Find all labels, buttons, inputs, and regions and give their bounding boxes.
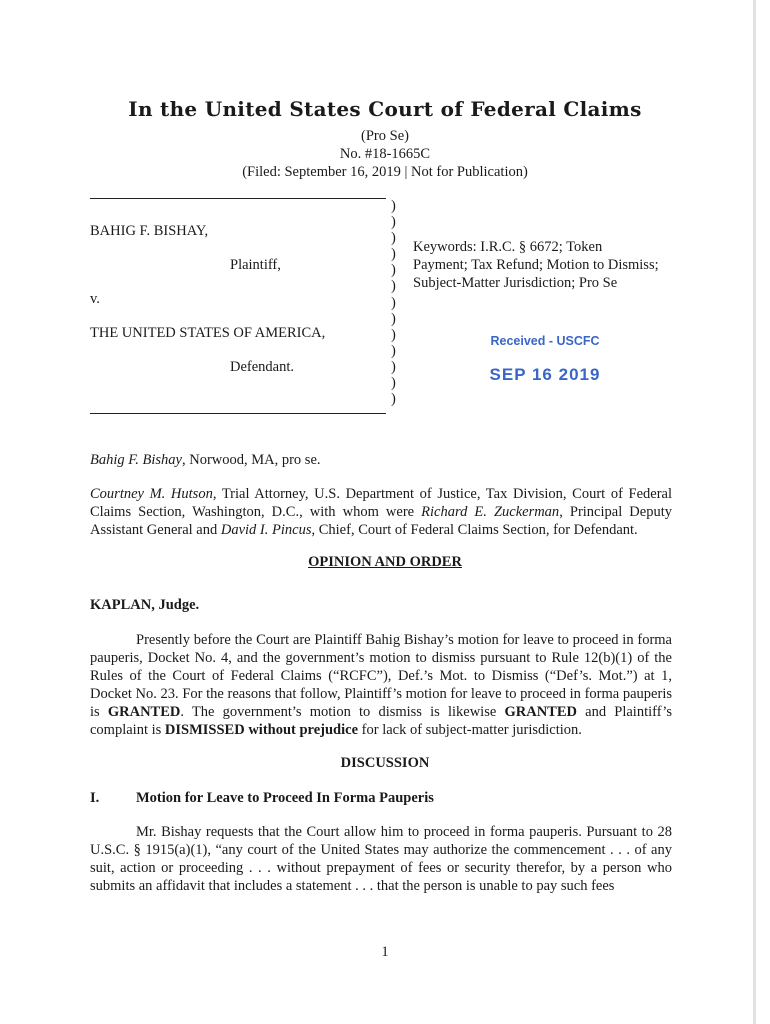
intro-text: Presently before the Court are Plaintiff Bahig Bishay’s motion for leave to proceed in forma pauperis, Docket No. 4, and the government’s motion to dismiss pursuant to Rule 12(b)(1) of the Rules of the Court of Federal Claims (“RCFC”), Def.’s Mot. to Dismiss (“Def’s. Mot.”) at 1, Docket No. 23. For the reasons that follow, Plaintiff’s motion for leave to proceed in forma pauperis is [90,632,672,720]
defendant-counsel-text: , Trial Attorney, U.S. Department of Justice, Tax Division, Court of Federal Claims Section, Washington, D.C., with whom were [90,486,673,520]
paren: ) [391,230,396,247]
plaintiff-counsel-name: Bahig F. Bishay [90,452,182,468]
plaintiff-counsel [90,451,672,469]
defendant-counsel [90,485,672,539]
caption-paren-column [391,198,403,407]
defendant-counsel-text: , Chief, Court of Federal Claims Section, for Defendant. [311,522,638,538]
court-title: In the United States Court of Federal Claims [128,97,642,121]
filed-line: (Filed: September 16, 2019 | Not for Publication) [242,164,528,180]
pro-se-label: (Pro Se) [361,128,409,144]
received-stamp-label: Received - USCFC [490,334,600,348]
granted-2: GRANTED [504,704,577,720]
caption-top-rule [90,198,386,199]
versus: v. [90,291,100,307]
paren: ) [391,278,396,295]
defendant-name: THE UNITED STATES OF AMERICA, [90,325,326,341]
paren: ) [391,391,396,408]
intro-text: for lack of subject-matter jurisdiction. [358,722,582,738]
defendant-counsel-name: Courtney M. Hutson [90,486,213,502]
section-1-number: I. [90,790,100,806]
page-number: 1 [381,944,389,960]
paren: ) [391,198,396,214]
section-1-title: Motion for Leave to Proceed In Forma Pauperis [136,790,434,806]
discussion-heading: DISCUSSION [340,755,430,771]
plaintiff-counsel-rest: , Norwood, MA, pro se. [181,452,321,468]
received-stamp-date: SEP 16 2019 [489,365,601,384]
paren: ) [391,375,396,392]
intro-text: . The government’s motion to dismiss is likewise [180,704,505,720]
paren: ) [391,358,396,375]
opinion-title: OPINION AND ORDER [308,554,462,570]
granted-1: GRANTED [107,704,181,720]
paren: ) [391,326,396,343]
paren: ) [391,246,396,263]
intro-paragraph [90,631,672,739]
section-1-paragraph: Mr. Bishay requests that the Court allow him to proceed in forma pauperis. Pursuant to 28 U.S.C. § 1915(a)(1), “any court of the United States may authorize the commencement . . . of any suit, action or proceeding . . . without prepayment of fees or security therefor, by a person who submits an affidavit that includes a statement . . . that the person is unable to pay such fees [90,824,672,894]
intro-text: and Plaintiff’s complaint is [90,704,672,738]
plaintiff-role: Plaintiff, [230,257,281,273]
paren: ) [391,262,396,279]
paren: ) [391,294,396,311]
docket-number: No. #18-1665C [339,146,431,162]
paren: ) [391,214,396,231]
keywords-line-3: Subject-Matter Jurisdiction; Pro Se [413,275,618,291]
paren: ) [391,342,396,359]
plaintiff-name: BAHIG F. BISHAY, [90,223,209,239]
deputy-name: Richard E. Zuckerman [421,504,560,520]
judge-name: KAPLAN, Judge. [90,597,200,613]
dismissed-without-prejudice: DISMISSED without prejudice [164,722,359,738]
caption-bottom-rule [90,413,386,414]
keywords-line-1: Keywords: I.R.C. § 6672; Token [413,239,603,255]
defendant-role: Defendant. [230,359,295,375]
defendant-counsel-text: , Principal Deputy Assistant General and [90,504,672,538]
paren: ) [391,310,396,327]
keywords-line-2: Payment; Tax Refund; Motion to Dismiss; [413,257,659,273]
chief-name: David I. Pincus [220,522,312,538]
